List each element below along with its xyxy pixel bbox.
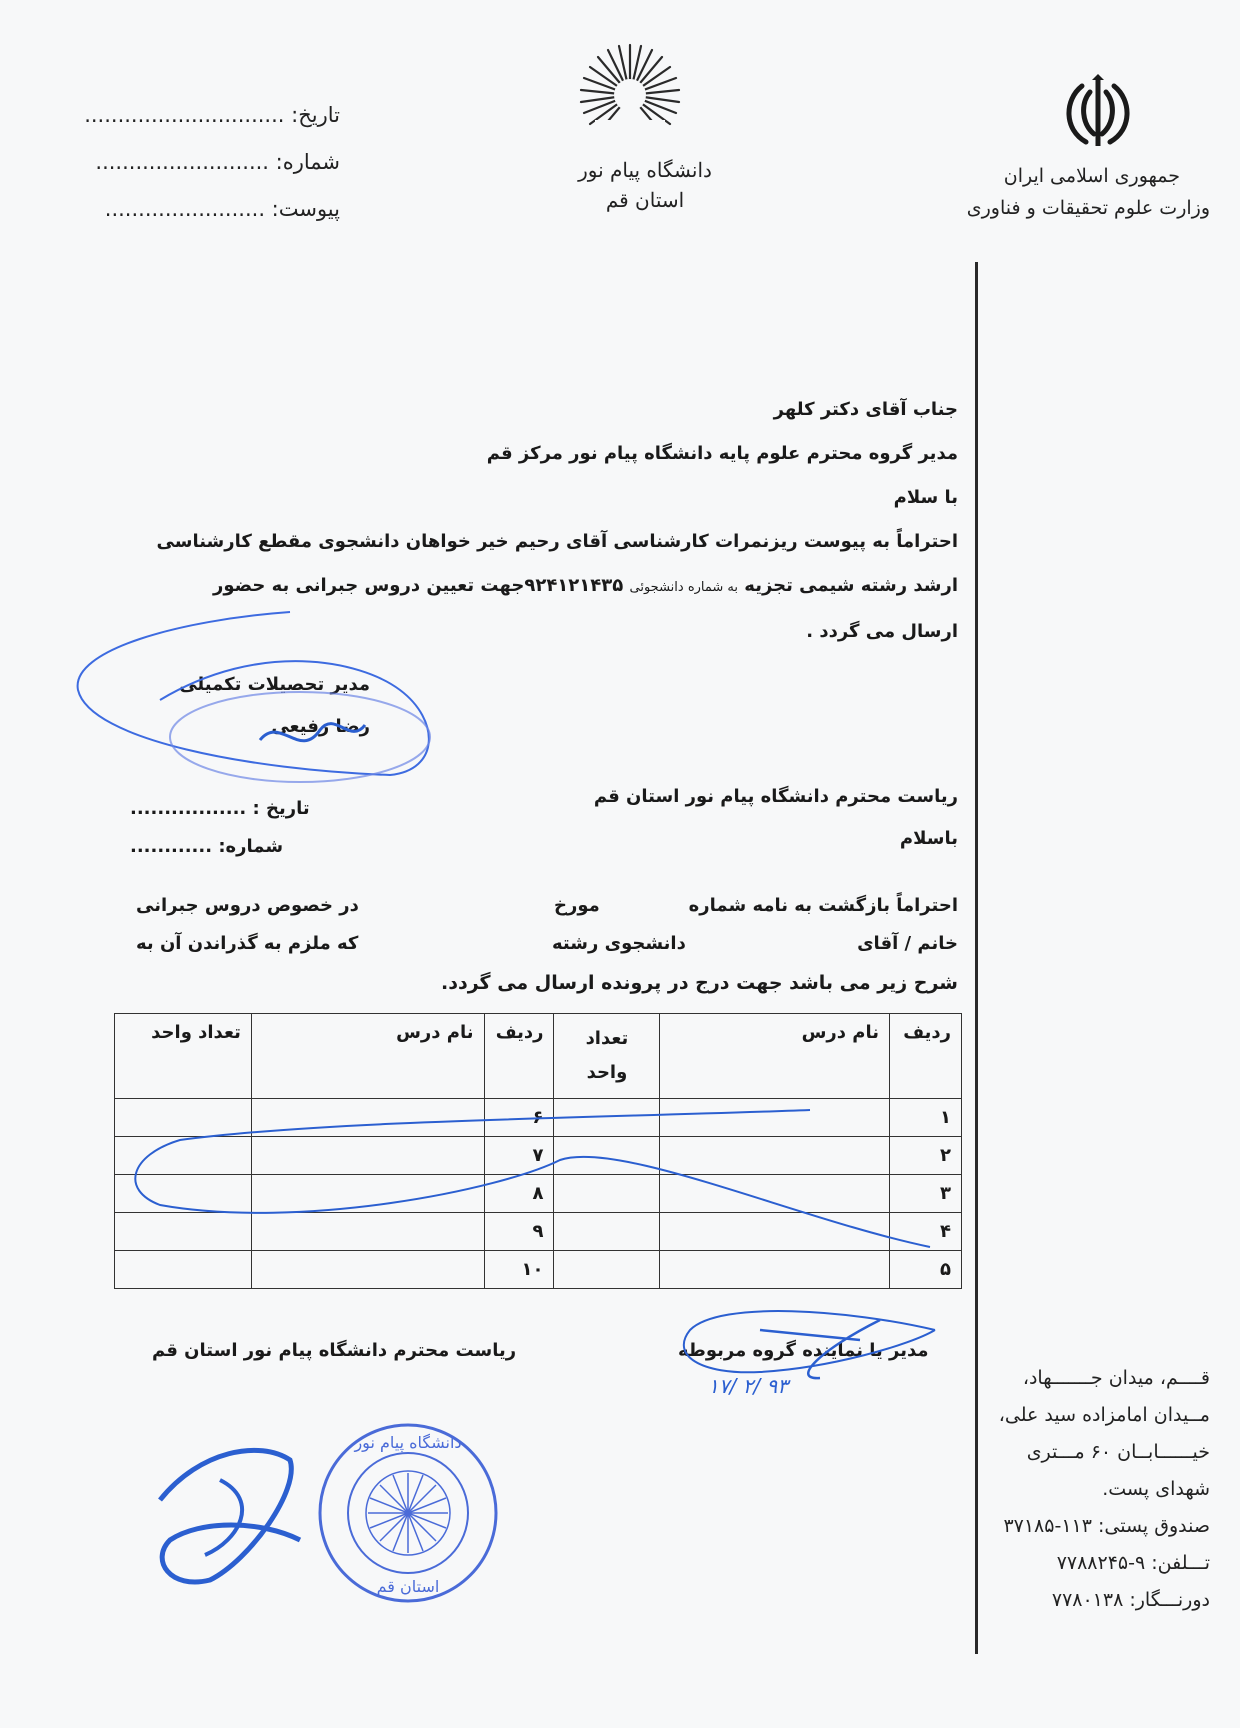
letter-greeting: با سلام xyxy=(893,487,958,508)
row-number: ۷ xyxy=(484,1137,554,1175)
header-cell: نام درس xyxy=(251,1014,484,1099)
section2-greeting: باسلام xyxy=(899,828,958,849)
table-row xyxy=(115,1099,962,1137)
letter-body-line2-small: به شماره دانشجوئی xyxy=(629,580,739,595)
section2-student-field: دانشجوی رشته xyxy=(552,933,686,954)
government-line1: جمهوری اسلامی ایران xyxy=(1003,165,1180,187)
fax-number: دورنـــگار: ۷۷۸۰۱۳۸ xyxy=(1051,1589,1210,1611)
po-box: صندوق پستی: ۱۱۳-۳۷۱۸۵ xyxy=(1003,1515,1210,1537)
row-number: ۶ xyxy=(484,1099,554,1137)
section2-addressee: ریاست محترم دانشگاه پیام نور استان قم xyxy=(593,786,958,807)
section2-ref-line: احتراماً بازگشت به نامه شماره xyxy=(688,895,958,916)
address-line: قــــم، میدان جـــــــهاد، xyxy=(1022,1367,1210,1389)
course-name-cell xyxy=(251,1251,484,1289)
table-header-row xyxy=(115,1014,962,1099)
signature-date: تاریخ : ................. xyxy=(130,798,310,819)
units-cell xyxy=(554,1175,660,1213)
iran-emblem-icon xyxy=(1058,72,1138,154)
row-number: ۱۰ xyxy=(484,1251,554,1289)
course-name-cell xyxy=(660,1175,890,1213)
letter-body-line1: احتراماً به پیوست ریزنمرات کارشناسی آقای رحیم خیر خواهان دانشجوی مقطع کارشناسی xyxy=(156,531,958,552)
date-field: تاریخ: .............................. xyxy=(84,103,340,127)
signature-stroke xyxy=(160,1450,300,1582)
header-fields xyxy=(80,92,340,233)
units-cell xyxy=(554,1213,660,1251)
section2-header xyxy=(594,776,958,860)
course-name-cell xyxy=(251,1137,484,1175)
header-cell: ردیف xyxy=(484,1014,554,1099)
phone-number: تـــلفن: ۹-۷۷۸۸۲۴۵ xyxy=(1056,1552,1210,1574)
letter-body-line2-a: ارشد رشته شیمی تجزیه xyxy=(744,575,958,596)
letter-body-line2-b: ۹۲۴۱۲۱۴۳۵جهت تعیین دروس جبرانی به حضور xyxy=(212,575,624,596)
table-row xyxy=(115,1213,962,1251)
section2-student-title: خانم / آقای xyxy=(857,933,958,954)
units-cell xyxy=(554,1099,660,1137)
course-name-cell xyxy=(660,1213,890,1251)
number-field: شماره: .......................... xyxy=(95,150,340,174)
row-number: ۱ xyxy=(890,1099,962,1137)
table-row xyxy=(115,1251,962,1289)
university-province: استان قم xyxy=(605,188,685,212)
signature-number: شماره: ............ xyxy=(130,836,284,857)
presidency-label: ریاست محترم دانشگاه پیام نور استان قم xyxy=(152,1340,517,1361)
section2-dated: مورخ xyxy=(554,895,600,916)
row-number: ۴ xyxy=(890,1213,962,1251)
course-name-cell xyxy=(251,1213,484,1251)
row-number: ۲ xyxy=(890,1137,962,1175)
handwritten-date: ۹۳ /۲ /۱۷ xyxy=(708,1374,788,1398)
university-name xyxy=(545,155,745,215)
units-cell xyxy=(115,1137,252,1175)
units-cell xyxy=(115,1213,252,1251)
address-line: شهدای پست. xyxy=(1102,1478,1210,1500)
letter-body-line2 xyxy=(98,564,958,610)
course-name-cell xyxy=(660,1137,890,1175)
units-cell xyxy=(554,1137,660,1175)
signature-title: مدیر تحصیلات تکمیلی xyxy=(179,674,370,695)
course-name-cell xyxy=(660,1251,890,1289)
course-name-cell xyxy=(251,1099,484,1137)
university-logo-icon xyxy=(575,40,685,150)
row-number: ۵ xyxy=(890,1251,962,1289)
header-cell: نام درس xyxy=(660,1014,890,1099)
section2-description: شرح زیر می باشد جهت درج در پرونده ارسال می گردد. xyxy=(441,972,958,994)
units-cell xyxy=(115,1251,252,1289)
address-line: خیــــــابــان ۶۰ مـــتری xyxy=(1026,1441,1210,1463)
address-line: مــیدان امامزاده سید علی، xyxy=(998,1404,1210,1426)
signature-stroke xyxy=(205,1480,242,1555)
section2-obligated: که ملزم به گذراندن آن به xyxy=(136,933,359,954)
section2-regarding: در خصوص دروس جبرانی xyxy=(136,895,359,916)
letter-body xyxy=(98,388,958,654)
university-title: دانشگاه پیام نور xyxy=(578,158,712,182)
letter-salutation: جناب آقای دکتر کلهر xyxy=(773,399,958,420)
courses-table xyxy=(114,1013,962,1289)
group-rep-label: مدیر یا نماینده گروه مربوطه xyxy=(678,1340,929,1361)
units-cell xyxy=(115,1099,252,1137)
government-heading xyxy=(940,160,1210,224)
table-row xyxy=(115,1137,962,1175)
units-cell xyxy=(554,1251,660,1289)
stamp-text-top: دانشگاه پیام نور xyxy=(354,1433,462,1452)
units-cell xyxy=(115,1175,252,1213)
table-row xyxy=(115,1175,962,1213)
header-cell: ردیف xyxy=(890,1014,962,1099)
row-number: ۹ xyxy=(484,1213,554,1251)
signature-block xyxy=(130,664,370,868)
row-number: ۸ xyxy=(484,1175,554,1213)
attachment-field: پیوست: ........................ xyxy=(104,197,340,221)
address-block xyxy=(960,1360,1210,1619)
letter-recipient: مدیر گروه محترم علوم پایه دانشگاه پیام نور مرکز قم xyxy=(486,443,958,464)
header-cell xyxy=(554,1014,660,1099)
stamp-text-bottom: استان قم xyxy=(376,1577,440,1596)
government-line2: وزارت علوم تحقیقات و فناوری xyxy=(966,197,1210,219)
row-number: ۳ xyxy=(890,1175,962,1213)
signature-name: رضا رفیعی xyxy=(271,716,370,737)
letter-body-line3: ارسال می گردد . xyxy=(806,621,958,642)
header-cell: تعداد واحد xyxy=(115,1014,252,1099)
course-name-cell xyxy=(660,1099,890,1137)
course-name-cell xyxy=(251,1175,484,1213)
header-cell-text: تعداد واحد xyxy=(585,1028,629,1083)
university-stamp-icon xyxy=(320,1425,496,1601)
